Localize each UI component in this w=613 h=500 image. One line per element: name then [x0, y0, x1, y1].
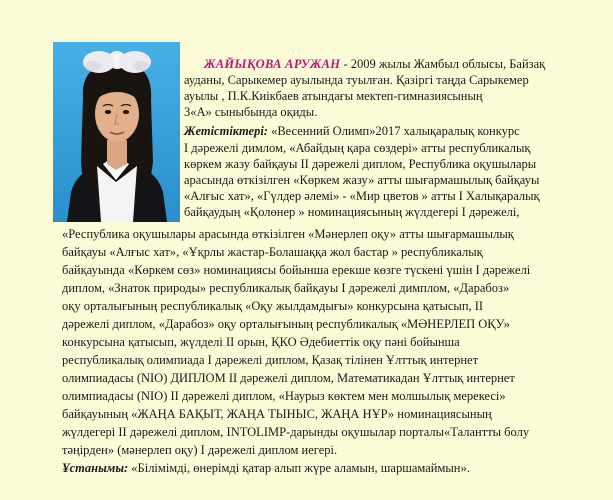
bio-line-1-rest: - 2009 жылы Жамбыл облысы, Байзақ	[340, 57, 546, 71]
achievements-line: байқаудың «Қолөнер » номинациясының жүлдегері І дәрежелі,	[184, 205, 520, 219]
achievements-line: тәңірден» (мәнерлеп оқу) І дәрежелі диплом иегері.	[62, 443, 338, 457]
achievements-line: дәрежелі диплом, «Дарабоз» оқу орталығының республикалық «МӘНЕРЛЕП ОҚУ»	[62, 317, 510, 331]
achievements-line: көркем жазу байқауы ІІ дәрежелі диплом, Республика оқушылары	[184, 157, 537, 171]
achievements-line: байқауының «ЖАҢА БАҚЫТ, ЖАҢА ТЫНЫС, ЖАҢА НҰР» номинациясының	[62, 407, 492, 421]
bio-line-2: ауданы, Сарыкемер ауылында туылған. Қазіргі таңда Сарыкемер	[184, 73, 529, 87]
achievements-line: «Республика оқушылары арасында өткізілген «Мәнерлеп оқу» атты шығармашылық	[62, 227, 514, 241]
achievements-line: оқу орталығының республикалық «Оқу жылдамдығы» конкурсына қатысып, ІІ	[62, 299, 484, 313]
student-name: ЖАЙЫҚОВА АРУЖАН	[204, 57, 341, 71]
achievements-line: арасында өткізілген «Көркем жазу» атты шығармашылық байқауы	[184, 173, 540, 187]
achievements-line: жүлдегері ІІ дәрежелі диплом, INTOLIMP-дарынды оқушылар порталы«Талантты болу	[62, 425, 530, 439]
motto-text: «Білімімді, өнерімді қатар алып жүре аламын, шаршамаймын».	[128, 461, 470, 475]
achievements-line: олимпиадасы (NIO) ІІ дәрежелі диплом, «Наурыз көктем мен молшылық мерекесі»	[62, 389, 506, 403]
achievements-line: байқауы «Алғыс хат», «Ұқрлы жастар-Болашаққа жол бастар » республикалық	[62, 245, 483, 259]
achievements-line: республикалық олимпиада І дәрежелі диплом, Қазақ тілінен Ұлттық интернет	[62, 353, 479, 367]
achievements-line-0	[184, 123, 520, 139]
bio-line-4: 3«А» сыныбында оқиды.	[184, 105, 318, 119]
bio-line-3: ауылы , П.К.Киікбаев атындағы мектеп-гимназиясының	[184, 89, 483, 103]
achievements-line: конкурсына қатысып, жүлделі ІІ орын, ҚКО Әдебиеттік оқу пәні бойынша	[62, 335, 460, 349]
achievements-line: диплом, «Знаток природы» республикалық байқауы І дәрежелі димплом, «Дарабоз»	[62, 281, 510, 295]
motto-line	[62, 460, 470, 476]
achievements-line: «Алғыс хат», «Гүлдер әлемі» - «Мир цветов » атты І Халықаралық	[184, 189, 540, 203]
achievements-line: олимпиадасы (NIO) ДИПЛОМ ІІ дәрежелі диплом, Математикадан Ұлттық интернет	[62, 371, 515, 385]
achievements-line-text: «Весенний Олимп»2017 халықаралық конкурс	[267, 124, 520, 138]
achievements-label: Жетістіктері:	[184, 124, 268, 138]
bio-line-1	[204, 56, 545, 72]
achievements-line: байқауында «Көркем сөз» номинациясы бойынша ерекше көзге түскені үшін І дәрежелі	[62, 263, 531, 277]
motto-label: Ұстанымы:	[62, 461, 129, 475]
achievements-line: І дәрежелі димлом, «Абайдың қара сөздері» атты республикалық	[184, 141, 531, 155]
